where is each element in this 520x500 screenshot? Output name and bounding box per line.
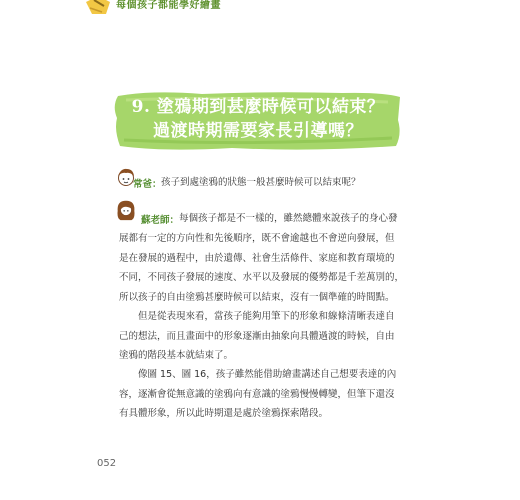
header-title: 每個孩子都能學好繪畫: [116, 0, 221, 11]
answer-first-line: 每個孩子都是不一樣的，雖然總體來說孩子的身心發: [179, 213, 398, 224]
text-line: 是在發展的過程中，由於遺傳、社會生活條件、家庭和教育環境的: [119, 252, 395, 264]
chapter-title-banner: [112, 90, 404, 152]
question-text: 孩子到處塗鴉的狀態一般甚麼時候可以結束呢？: [161, 177, 361, 188]
text-line: 有具體形象，所以此時期還是處於塗鴉探索階段。: [119, 408, 329, 419]
chapter-title-line-1: 9. 塗鴉期到甚麼時候可以結束？: [131, 97, 385, 117]
text-line: 所以孩子的自由塗鴉甚麼時候可以結束，沒有一個準確的時間點。: [119, 291, 395, 303]
paragraph-3: [119, 365, 419, 424]
question-block: [115, 166, 415, 192]
page-number: 052: [97, 458, 117, 469]
pencil-logo-icon: [84, 0, 114, 16]
chapter-title-line-2: 過渡時期需要家長引導嗎？: [153, 121, 363, 141]
question-speaker: 常爸：: [133, 179, 162, 190]
answer-speaker: 蘇老師：: [141, 215, 180, 226]
text-line: 塗鴉的階段基本就結束了。: [119, 350, 234, 361]
teacher-avatar-icon: [115, 198, 137, 222]
text-line: 己的想法，而且畫面中的形象逐漸由抽象向具體過渡的時候，自由: [119, 330, 395, 342]
text-line: 展都有一定的方向性和先後順序，既不會逾越也不會逆向發展，但: [119, 233, 395, 244]
text-line: 像圖 15、圖 16，孩子雖然能借助繪畫講述自己想要表達的內: [138, 369, 397, 380]
text-line: 容，逐漸會從無意識的塗鴉向有意識的塗鴉慢慢轉變，但筆下還沒: [119, 388, 395, 400]
running-header: [0, 0, 520, 14]
answer-header: [115, 198, 425, 224]
text-line: 但是從表現來看，當孩子能夠用筆下的形象和線條清晰表達自: [138, 311, 395, 322]
text-line: 不同，不同孩子發展的速度、水平以及發展的優勢都是千差萬別的，: [119, 272, 405, 283]
answer-paragraph: [119, 229, 419, 307]
paragraph-2: [119, 307, 419, 366]
